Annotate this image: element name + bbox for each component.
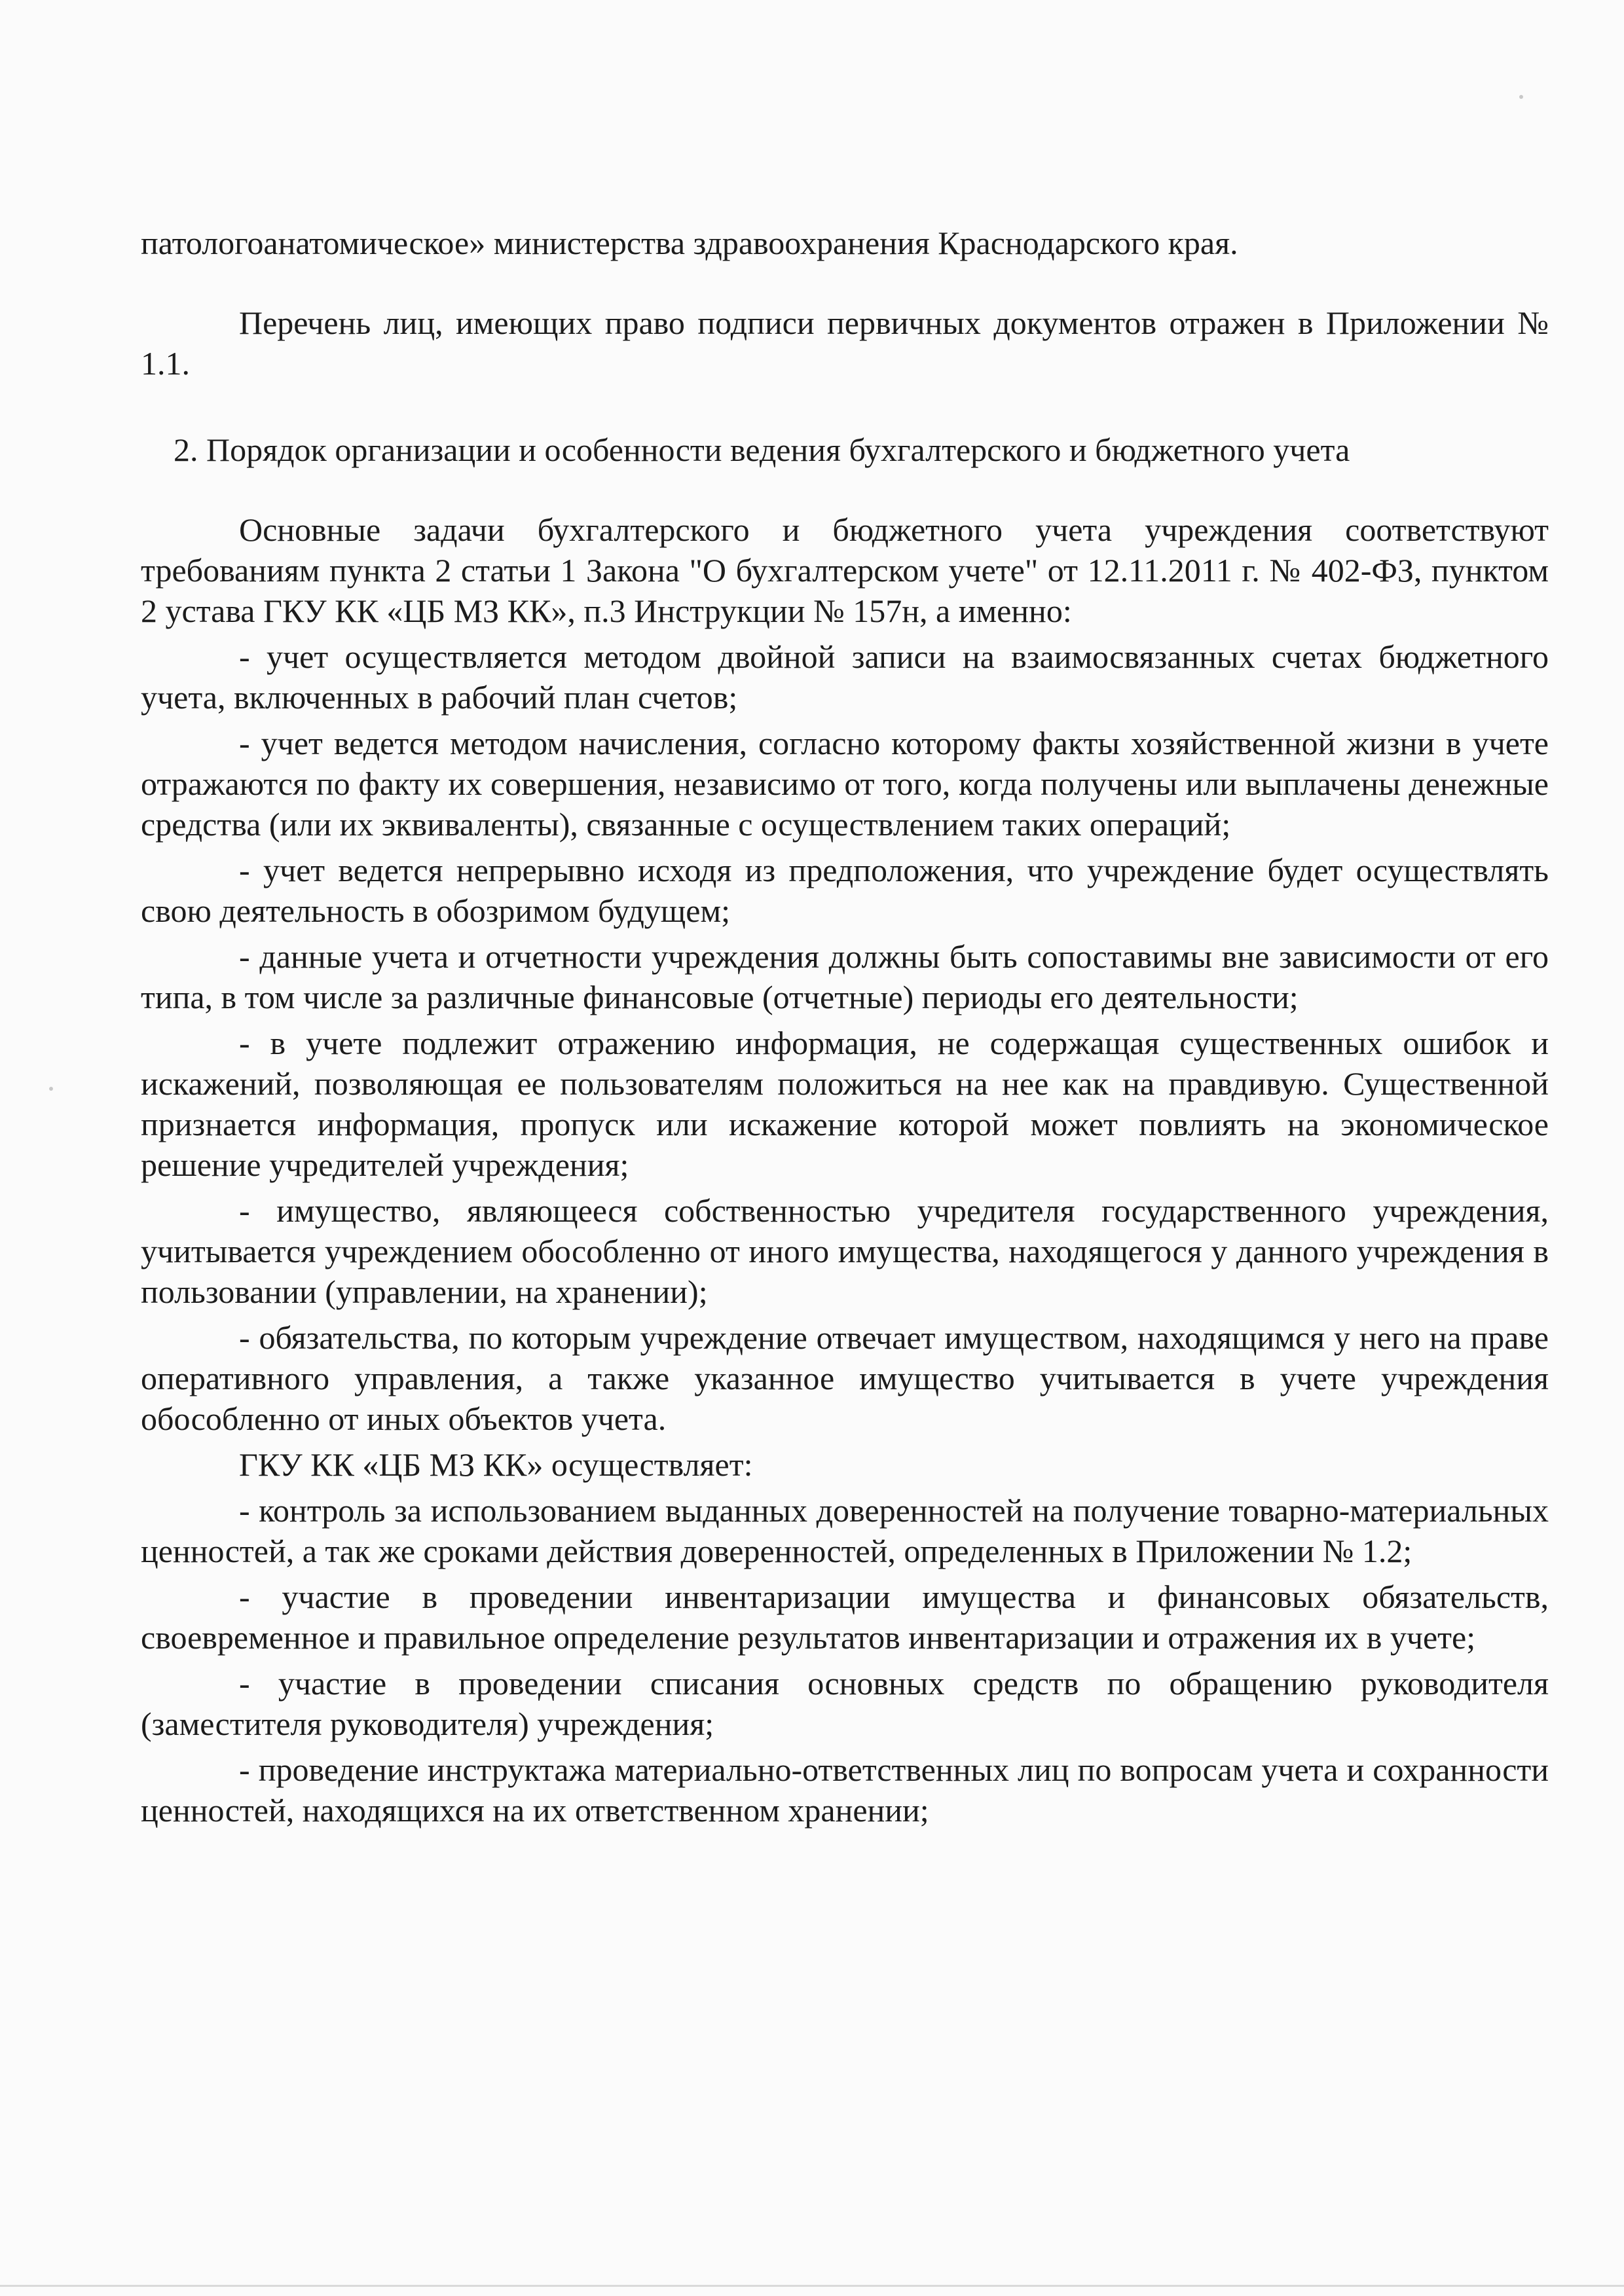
list-item: - участие в проведении инвентаризации имущества и финансовых обязательств, своевременное и правильное определение результатов инвентаризации и отражения их в учете;: [141, 1578, 1549, 1656]
list-item: - учет ведется методом начисления, согласно которому факты хозяйственной жизни в учете отражаются по факту их совершения, независимо от того, когда получены или выплачены денежные средства (или их эквиваленты), связанные с осуществлением таких операций;: [141, 725, 1549, 843]
list-item: - данные учета и отчетности учреждения должны быть сопоставимы вне зависимости от его типа, в том числе за различные финансовые (отчетные) периоды его деятельности;: [141, 938, 1549, 1015]
list-item: - учет ведется непрерывно исходя из предположения, что учреждение будет осуществлять свою деятельность в обозримом будущем;: [141, 852, 1549, 929]
list-item: - проведение инструктажа материально-ответственных лиц по вопросам учета и сохранности ценностей, находящихся на их ответственном хранении;: [141, 1751, 1549, 1829]
tasks-paragraph: Основные задачи бухгалтерского и бюджетного учета учреждения соответствуют требованиям пункта 2 статьи 1 Закона "О бухгалтерском учете" от 12.11.2011 г. № 402-ФЗ, пунктом 2 устава ГКУ КК «ЦБ МЗ КК», п.3 Инструкции № 157н, а именно:: [141, 511, 1549, 629]
scan-speck: [49, 1087, 53, 1091]
signatories-paragraph: Перечень лиц, имеющих право подписи первичных документов отражен в Приложении № 1.1.: [141, 304, 1549, 382]
section-heading: 2. Порядок организации и особенности ведения бухгалтерского и бюджетного учета: [174, 431, 1350, 468]
cb-intro: ГКУ КК «ЦБ МЗ КК» осуществляет:: [239, 1446, 753, 1483]
list-item: - учет осуществляется методом двойной записи на взаимосвязанных счетах бюджетного учета, включенных в рабочий план счетов;: [141, 638, 1549, 716]
list-item: - в учете подлежит отражению информация, не содержащая существенных ошибок и искажений, позволяющая ее пользователям положиться на нее как на правдивую. Существенной признается информация, пропуск или искажение которой может повлиять на экономическое решение учредителей учреждения;: [141, 1025, 1549, 1183]
list-item: - обязательства, по которым учреждение отвечает имуществом, находящимся у него на праве оперативного управления, а также указанное имущество учитывается в учете учреждения обособленно от иных объектов учета.: [141, 1319, 1549, 1437]
list-item: - участие в проведении списания основных средств по обращению руководителя (заместителя руководителя) учреждения;: [141, 1665, 1549, 1742]
cb-duties-list: [141, 1490, 1549, 1831]
scan-edge-line: [0, 2285, 1624, 2287]
intro-line: патологоанатомическое» министерства здравоохранения Краснодарского края.: [141, 225, 1238, 261]
document-body: [141, 223, 1549, 1831]
scan-speck: [1519, 95, 1523, 99]
list-item: - контроль за использованием выданных доверенностей на получение товарно-материальных ценностей, а так же сроками действия доверенностей, определенных в Приложении № 1.2;: [141, 1492, 1549, 1569]
principles-list: [141, 636, 1549, 1439]
list-item: - имущество, являющееся собственностью учредителя государственного учреждения, учитывается учреждением обособленно от иного имущества, находящегося у данного учреждения в пользовании (управлении, на хранении);: [141, 1192, 1549, 1310]
